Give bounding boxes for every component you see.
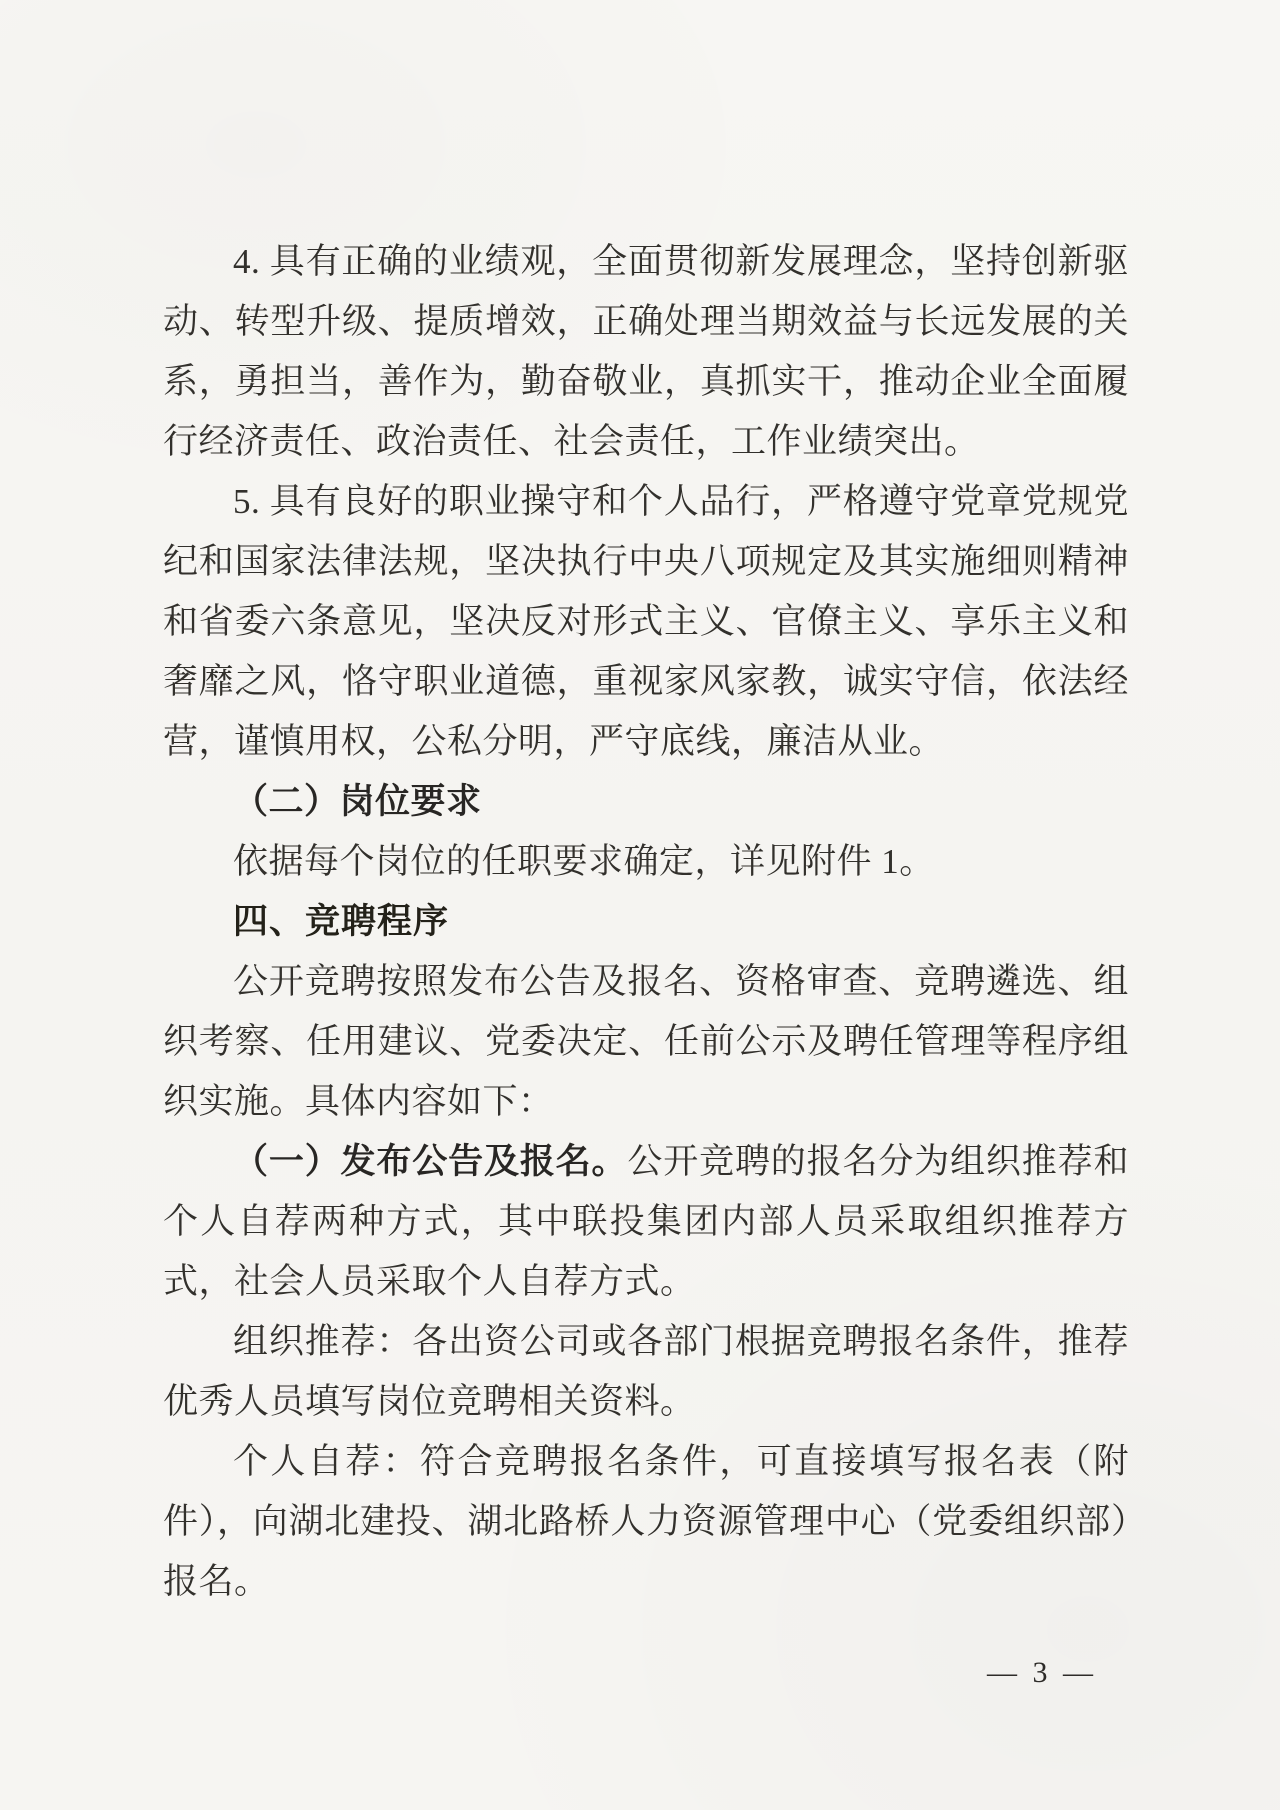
section-heading-competition-procedure: 四、竞聘程序 bbox=[233, 902, 450, 941]
paragraph-criteria-4: 4. 具有正确的业绩观，全面贯彻新发展理念，坚持创新驱动、转型升级、提质增效，正确处理当期效益与长远发展的关系，勇担当，善作为，勤奋敬业，真抓实干，推动企业全面履行经济责任、政治责任、社会责任，工作业绩突出。 bbox=[163, 242, 1129, 461]
paragraph-self-recommendation: 个人自荐：符合竞聘报名条件，可直接填写报名表（附件），向湖北建投、湖北路桥人力资源管理中心（党委组织部）报名。 bbox=[163, 1442, 1129, 1601]
paragraph-announcement-rest: 公开竞聘的报名分为组织推荐和个人自荐两种方式，其中联投集团内部人员采取组织推荐方式，社会人员采取个人自荐方式。 bbox=[163, 1142, 1129, 1301]
document-text-block bbox=[163, 232, 1129, 1612]
subheading-post-requirements: （二）岗位要求 bbox=[233, 782, 482, 821]
paragraph-criteria-5: 5. 具有良好的职业操守和个人品行，严格遵守党章党规党纪和国家法律法规，坚决执行中央八项规定及其实施细则精神和省委六条意见，坚决反对形式主义、官僚主义、享乐主义和奢靡之风，恪守职业道德，重视家风家教，诚实守信，依法经营，谨慎用权，公私分明，严守底线，廉洁从业。 bbox=[163, 482, 1129, 761]
paragraph-announcement-lead: （一）发布公告及报名。 bbox=[233, 1142, 628, 1181]
paragraph-post-requirements-body: 依据每个岗位的任职要求确定，详见附件 1。 bbox=[233, 842, 935, 881]
paragraph-procedure-overview: 公开竞聘按照发布公告及报名、资格审查、竞聘遴选、组织考察、任用建议、党委决定、任前公示及聘任管理等程序组织实施。具体内容如下： bbox=[163, 962, 1129, 1121]
paragraph-organization-recommendation: 组织推荐：各出资公司或各部门根据竞聘报名条件，推荐优秀人员填写岗位竞聘相关资料。 bbox=[163, 1322, 1129, 1421]
page-number: — 3 — bbox=[987, 1656, 1097, 1689]
paragraph-announcement-and-registration bbox=[163, 1132, 1129, 1312]
